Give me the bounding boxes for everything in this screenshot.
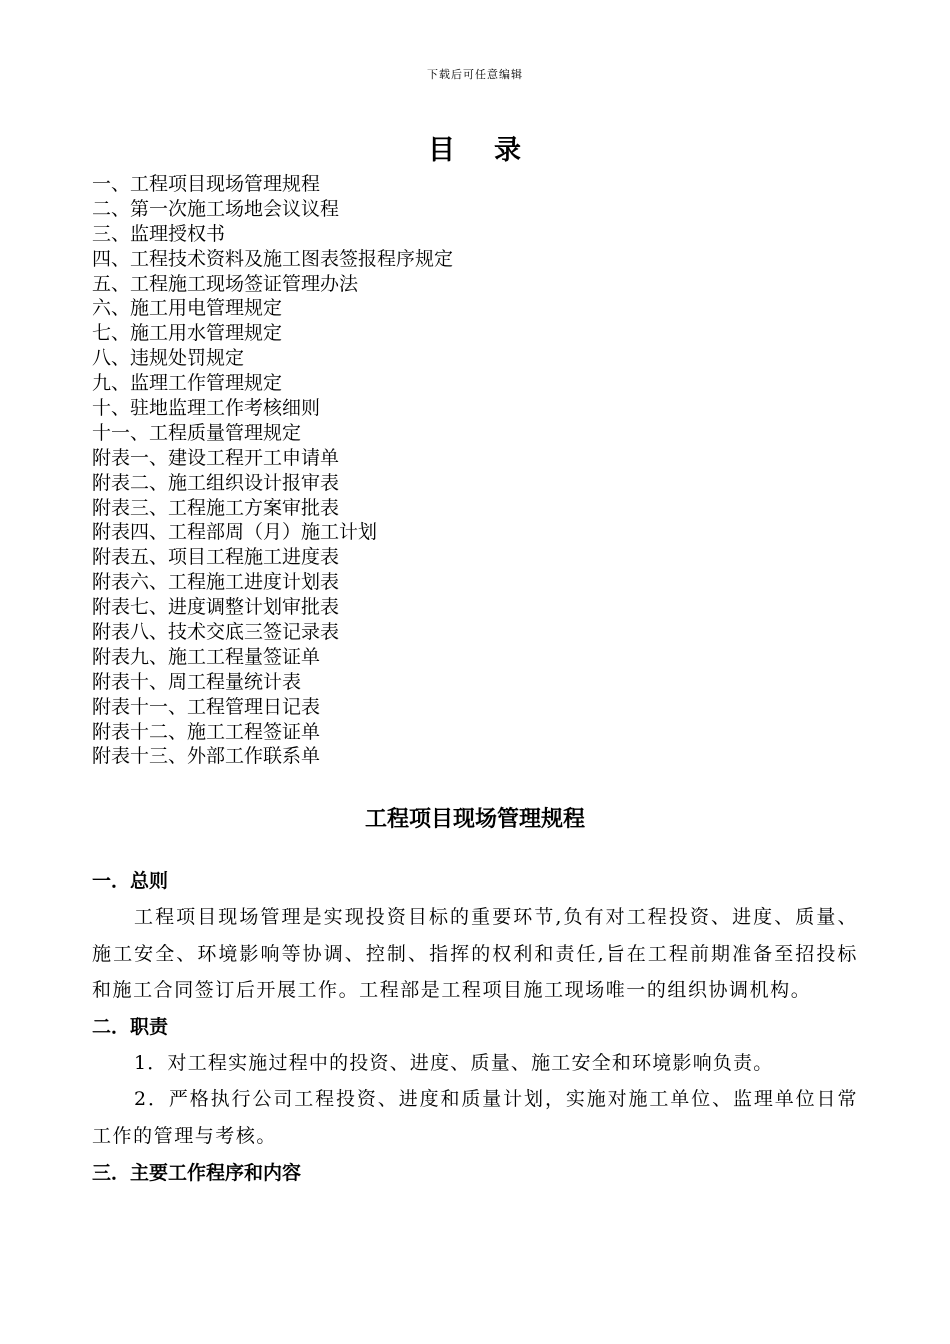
toc-item: 附表六、工程施工进度计划表 bbox=[92, 571, 340, 594]
toc-item: 附表二、施工组织设计报审表 bbox=[92, 471, 340, 494]
heading-procedures: 三．主要工作程序和内容 bbox=[92, 1161, 302, 1184]
toc-title bbox=[0, 128, 950, 167]
paragraph-duty-2: 2．严格执行公司工程投资、进度和质量计划，实施对施工单位、监理单位日常工作的管理与考核。 bbox=[92, 1088, 858, 1147]
toc-item: 附表五、项目工程施工进度表 bbox=[92, 546, 340, 569]
heading-general: 一．总则 bbox=[92, 870, 169, 892]
toc-item: 附表十、周工程量统计表 bbox=[92, 670, 302, 693]
toc-item: 附表一、建设工程开工申请单 bbox=[92, 446, 340, 469]
toc-item: 一、工程项目现场管理规程 bbox=[92, 173, 321, 195]
toc-item: 五、工程施工现场签证管理办法 bbox=[92, 272, 359, 295]
toc-item: 附表十三、外部工作联系单 bbox=[92, 745, 321, 768]
toc-item: 附表三、工程施工方案审批表 bbox=[92, 496, 340, 519]
section-body bbox=[92, 863, 858, 1191]
heading-duties: 二．职责 bbox=[92, 1015, 169, 1038]
toc-title-left: 目 bbox=[428, 135, 456, 166]
section-title: 工程项目现场管理规程 bbox=[364, 806, 585, 832]
toc-item: 附表七、进度调整计划审批表 bbox=[92, 596, 340, 619]
toc-item: 七、施工用水管理规定 bbox=[92, 322, 283, 345]
toc-item: 附表九、施工工程量签证单 bbox=[92, 645, 321, 668]
toc-item: 九、监理工作管理规定 bbox=[92, 372, 283, 395]
toc-item: 三、监理授权书 bbox=[92, 222, 226, 245]
toc-item: 六、施工用电管理规定 bbox=[92, 297, 283, 320]
toc-title-right: 录 bbox=[494, 135, 522, 166]
toc-item: 八、违规处罚规定 bbox=[92, 347, 245, 370]
toc-item: 十、驻地监理工作考核细则 bbox=[92, 397, 321, 420]
page-header-note: 下载后可任意编辑 bbox=[427, 68, 523, 81]
toc-item: 附表四、工程部周（月）施工计划 bbox=[92, 521, 378, 544]
paragraph-duty-1: 1．对工程实施过程中的投资、进度、质量、施工安全和环境影响负责。 bbox=[134, 1051, 774, 1074]
toc-item: 附表八、技术交底三签记录表 bbox=[92, 621, 340, 644]
toc-item: 附表十二、施工工程签证单 bbox=[92, 720, 321, 743]
toc-item: 附表十一、工程管理日记表 bbox=[92, 695, 321, 718]
paragraph-general: 工程项目现场管理是实现投资目标的重要环节,负有对工程投资、进度、质量、施工安全、环境影响等协调、控制、指挥的权利和责任,旨在工程前期准备至招投标和施工合同签订后开展工作。工程部是工程项目施工现场唯一的组织协调机构。 bbox=[92, 906, 858, 1002]
toc-list bbox=[92, 172, 453, 769]
toc-item: 四、工程技术资料及施工图表签报程序规定 bbox=[92, 247, 454, 270]
toc-item: 二、第一次施工场地会议议程 bbox=[92, 197, 340, 220]
toc-item: 十一、工程质量管理规定 bbox=[92, 421, 302, 444]
